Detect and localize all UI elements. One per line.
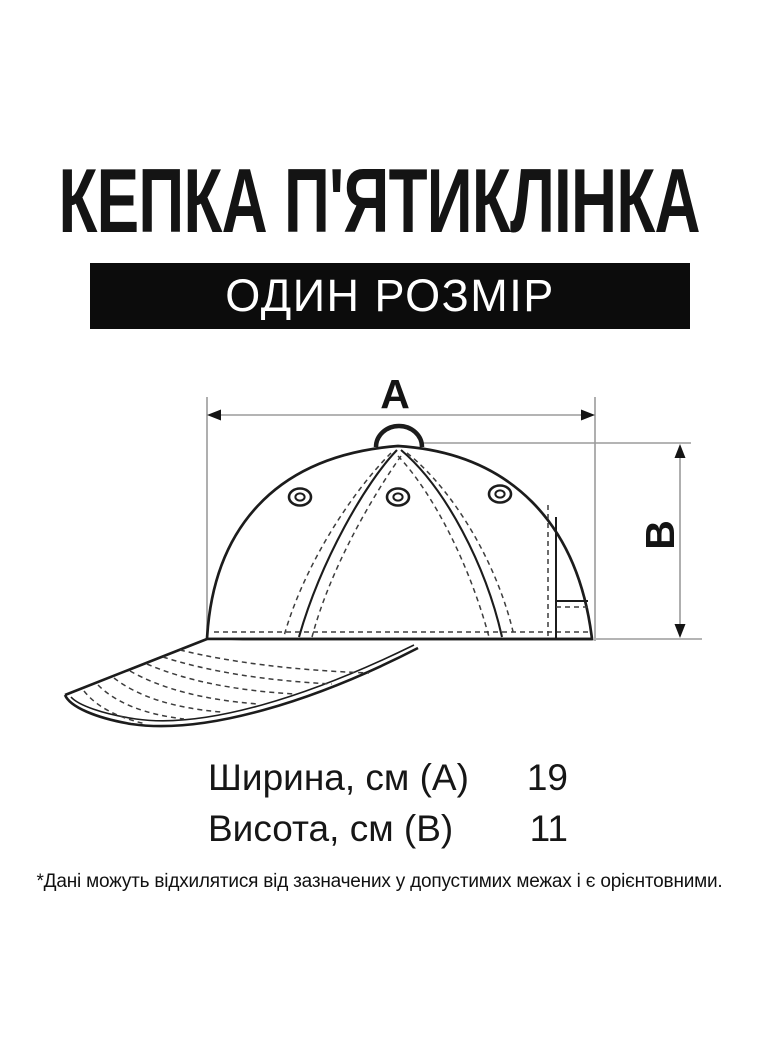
width-label: Ширина, см (A) [208,757,469,798]
disclaimer-footnote: *Дані можуть відхилятися від зазначених у допустимих межах і є орієнтовними. [36,871,723,892]
eyelets [289,486,511,506]
visor [65,639,592,726]
height-arrow-label: B [637,520,683,550]
cap-size-diagram [0,370,759,770]
product-title-text: КЕПКА П'ЯТИКЛІНКА [58,151,701,252]
height-value: 11 [529,808,568,849]
table-row-width [208,752,568,803]
height-label: Висота, см (B) [208,808,454,849]
cap-crown [207,426,592,639]
size-table [208,752,568,854]
page-title [0,151,759,252]
size-banner-text: ОДИН РОЗМІР [225,270,555,321]
top-button [376,426,422,447]
back-closure [548,505,591,638]
width-arrow-label: A [380,371,410,417]
size-banner [90,263,690,329]
table-row-height [208,803,568,854]
width-value: 19 [526,757,568,798]
